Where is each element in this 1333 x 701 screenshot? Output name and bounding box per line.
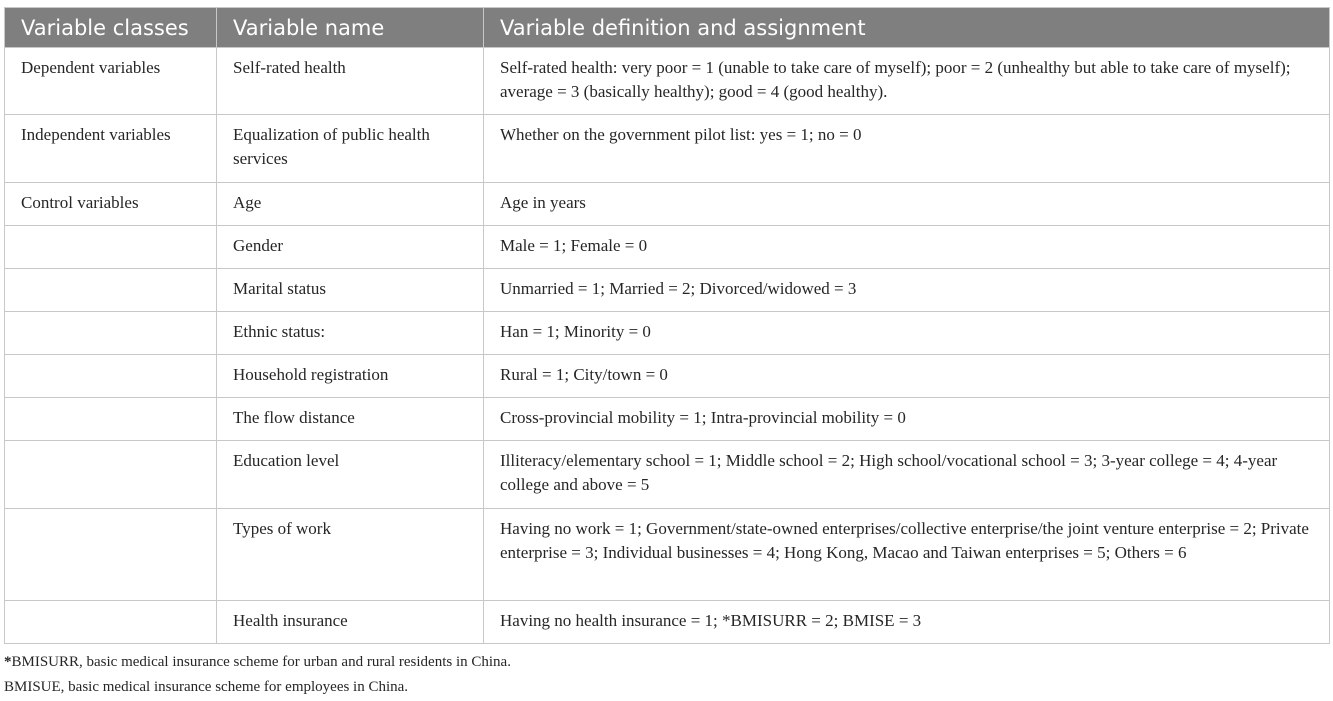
table-row	[5, 441, 1330, 509]
cell-name: The flow distance	[217, 398, 484, 441]
cell-definition: Cross-provincial mobility = 1; Intra-provincial mobility = 0	[484, 398, 1330, 441]
cell-class	[5, 601, 217, 644]
cell-definition: Male = 1; Female = 0	[484, 226, 1330, 269]
table-row	[5, 601, 1330, 644]
footnote-bmisurr	[4, 654, 511, 671]
cell-class	[5, 269, 217, 312]
cell-definition: Rural = 1; City/town = 0	[484, 355, 1330, 398]
cell-class	[5, 509, 217, 601]
footnote-bmisue	[4, 679, 408, 696]
cell-name: Health insurance	[217, 601, 484, 644]
table-row	[5, 269, 1330, 312]
cell-class: Dependent variables	[5, 48, 217, 115]
footnote-text: BMISUE, basic medical insurance scheme for employees in China.	[4, 679, 409, 695]
table-row	[5, 226, 1330, 269]
variables-table	[4, 7, 1330, 644]
cell-name: Education level	[217, 441, 484, 509]
header-variable-definition: Variable definition and assignment	[484, 8, 1330, 48]
footnote-text: BMISURR, basic medical insurance scheme for urban and rural residents in China.	[11, 654, 511, 670]
table-row	[5, 398, 1330, 441]
header-variable-classes: Variable classes	[5, 8, 217, 48]
cell-class: Independent variables	[5, 115, 217, 183]
table-header-row	[5, 8, 1330, 48]
cell-definition: Age in years	[484, 183, 1330, 226]
cell-name: Marital status	[217, 269, 484, 312]
cell-name: Self-rated health	[217, 48, 484, 115]
table-row	[5, 48, 1330, 115]
cell-definition: Han = 1; Minority = 0	[484, 312, 1330, 355]
table-row	[5, 355, 1330, 398]
cell-definition: Self-rated health: very poor = 1 (unable to take care of myself); poor = 2 (unhealthy but able to take care of myself); average = 3 (basically healthy); good = 4 (good healthy).	[484, 48, 1330, 115]
table-row	[5, 183, 1330, 226]
cell-definition: Unmarried = 1; Married = 2; Divorced/widowed = 3	[484, 269, 1330, 312]
cell-definition: Having no health insurance = 1; *BMISURR = 2; BMISE = 3	[484, 601, 1330, 644]
cell-name: Household registration	[217, 355, 484, 398]
table-row	[5, 312, 1330, 355]
cell-class	[5, 312, 217, 355]
cell-class	[5, 226, 217, 269]
table-row	[5, 509, 1330, 601]
footnote-marker: *	[4, 654, 12, 670]
cell-name: Types of work	[217, 509, 484, 601]
cell-class	[5, 355, 217, 398]
table-row	[5, 115, 1330, 183]
cell-class	[5, 398, 217, 441]
header-variable-name: Variable name	[217, 8, 484, 48]
cell-class: Control variables	[5, 183, 217, 226]
cell-name: Gender	[217, 226, 484, 269]
cell-definition: Whether on the government pilot list: yes = 1; no = 0	[484, 115, 1330, 183]
cell-definition: Having no work = 1; Government/state-owned enterprises/collective enterprise/the joint venture enterprise = 2; Private enterprise = 3; Individual businesses = 4; Hong Kong, Macao and Taiwan enterprises = 5; Others = 6	[484, 509, 1330, 601]
cell-name: Equalization of public health services	[217, 115, 484, 183]
cell-definition: Illiteracy/elementary school = 1; Middle school = 2; High school/vocational school = 3; 3-year college = 4; 4-year college and above = 5	[484, 441, 1330, 509]
cell-class	[5, 441, 217, 509]
cell-name: Age	[217, 183, 484, 226]
cell-name: Ethnic status:	[217, 312, 484, 355]
